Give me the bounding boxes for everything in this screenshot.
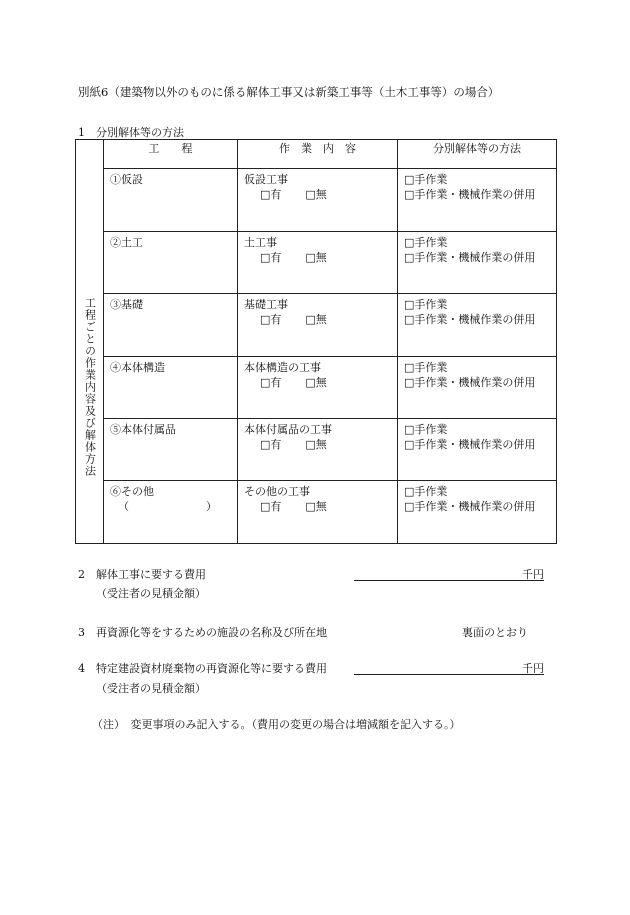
section-3-label: 3 再資源化等をするための施設の名称及び所在地: [78, 626, 327, 639]
section-4-sub: （受注者の見積金額）: [96, 682, 206, 695]
checkbox-manual[interactable]: □手作業: [404, 298, 448, 312]
checkbox-manual[interactable]: □手作業: [404, 485, 448, 499]
checkbox-manual[interactable]: □手作業: [404, 235, 448, 249]
checkbox-yes[interactable]: □有: [260, 188, 282, 202]
checkbox-no[interactable]: □無: [305, 438, 327, 452]
process-cell: ④本体構造: [110, 360, 165, 374]
checkbox-manual-machine[interactable]: □手作業・機械作業の併用: [404, 188, 536, 202]
section-2-unit: 千円: [522, 568, 544, 581]
work-label: 土工事: [244, 235, 277, 249]
other-process-field[interactable]: （ ）: [118, 500, 217, 514]
section-3-value: 裏面のとおり: [462, 626, 528, 639]
checkbox-no[interactable]: □無: [305, 375, 327, 389]
table-row: [76, 169, 557, 231]
checkbox-manual[interactable]: □手作業: [404, 173, 448, 187]
document-title: 別紙6（建築物以外のものに係る解体工事又は新築工事等（土木工事等）の場合）: [78, 85, 500, 99]
table-row: [76, 231, 557, 293]
checkbox-manual[interactable]: □手作業: [404, 423, 448, 437]
checkbox-manual-machine[interactable]: □手作業・機械作業の併用: [404, 250, 536, 264]
section-4-amount-field[interactable]: [354, 660, 544, 675]
footnote: （注） 変更事項のみ記入する。（費用の変更の場合は増減額を記入する。）: [92, 718, 461, 731]
work-label: その他の工事: [244, 485, 310, 499]
section-2-label: 2 解体工事に要する費用: [78, 568, 206, 581]
section-2-amount-field[interactable]: [354, 566, 544, 581]
header-method: 分別解体等の方法: [398, 140, 557, 169]
checkbox-manual-machine[interactable]: □手作業・機械作業の併用: [404, 313, 536, 327]
work-label: 基礎工事: [244, 298, 288, 312]
checkbox-no[interactable]: □無: [305, 313, 327, 327]
checkbox-yes[interactable]: □有: [260, 375, 282, 389]
header-process: 工 程: [104, 140, 238, 169]
header-work: 作 業 内 容: [238, 140, 398, 169]
section-4-label: 4 特定建設資材廃棄物の再資源化等に要する費用: [78, 662, 327, 675]
section-2-sub: （受注者の見積金額）: [96, 587, 206, 600]
checkbox-yes[interactable]: □有: [260, 250, 282, 264]
checkbox-manual-machine[interactable]: □手作業・機械作業の併用: [404, 438, 536, 452]
process-cell: ⑤本体付属品: [110, 423, 176, 437]
table-row: [76, 356, 557, 418]
process-cell: ②土工: [110, 235, 143, 249]
table-row: [76, 481, 557, 544]
work-label: 仮設工事: [244, 173, 288, 187]
checkbox-no[interactable]: □無: [305, 500, 327, 514]
checkbox-no[interactable]: □無: [305, 188, 327, 202]
process-cell: ⑥その他: [110, 485, 154, 499]
checkbox-manual[interactable]: □手作業: [404, 360, 448, 374]
work-label: 本体付属品の工事: [244, 423, 332, 437]
demolition-method-table: [75, 139, 557, 544]
checkbox-yes[interactable]: □有: [260, 500, 282, 514]
process-cell: ①仮設: [110, 173, 143, 187]
checkbox-yes[interactable]: □有: [260, 313, 282, 327]
table-row: [76, 419, 557, 481]
table-row: [76, 294, 557, 356]
section-1-label: 1 分別解体等の方法: [78, 126, 184, 139]
checkbox-no[interactable]: □無: [305, 250, 327, 264]
section-4-unit: 千円: [522, 662, 544, 675]
checkbox-yes[interactable]: □有: [260, 438, 282, 452]
process-cell: ③基礎: [110, 298, 143, 312]
checkbox-manual-machine[interactable]: □手作業・機械作業の併用: [404, 375, 536, 389]
table-header-row: [76, 140, 557, 169]
checkbox-manual-machine[interactable]: □手作業・機械作業の併用: [404, 500, 536, 514]
side-label: 工程ごとの作業内容及び解体方法: [76, 140, 104, 544]
work-label: 本体構造の工事: [244, 360, 321, 374]
